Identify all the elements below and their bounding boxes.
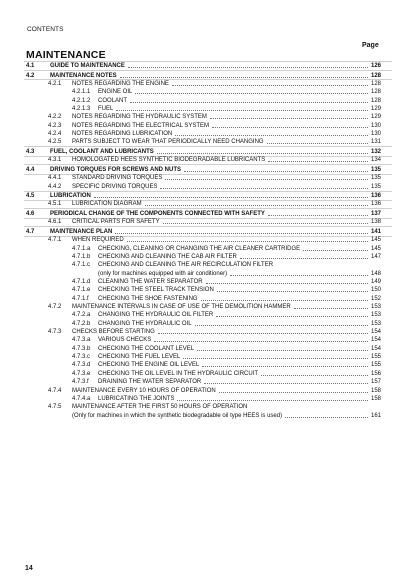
toc-leader-dots: [163, 223, 368, 224]
toc-entry-page: 147: [370, 253, 381, 260]
toc-leader-dots: [210, 118, 368, 119]
toc-entry-title: CHECKING AND CLEANING THE AIR RECIRCULATION FILTER: [98, 262, 274, 269]
toc-entry[interactable]: [24, 328, 392, 336]
toc-entry[interactable]: [24, 105, 392, 113]
toc-entry-title: LUBRICATING THE JOINTS: [98, 395, 175, 402]
toc-entry-title: GUIDE TO MAINTENANCE: [50, 63, 125, 69]
toc-entry[interactable]: [24, 236, 392, 244]
toc-entry[interactable]: [24, 200, 392, 208]
toc-leader-dots: [135, 93, 368, 94]
toc-entry[interactable]: [24, 320, 392, 328]
toc-leader-dots: [127, 241, 368, 242]
toc-entry-number: 4.5: [26, 193, 35, 200]
toc-entry[interactable]: [24, 122, 392, 130]
toc-entry-page: 128: [370, 97, 381, 104]
toc-leader-dots: [201, 300, 368, 301]
toc-leader-dots: [157, 153, 368, 154]
toc-entry[interactable]: [24, 278, 392, 286]
toc-entry-number: 4.2.1: [48, 80, 62, 87]
toc-entry-number: 4.7.5: [48, 404, 62, 411]
toc-entry-title: STANDARD DRIVING TORQUES: [72, 175, 163, 182]
toc-leader-dots: [285, 417, 368, 418]
footer-page-number: 14: [25, 565, 33, 572]
toc-entry-page: 130: [370, 122, 381, 129]
toc-entry-page: 132: [370, 148, 381, 155]
toc-entry-page: 134: [370, 157, 381, 164]
toc-entry-title: LUBRICATION: [50, 193, 91, 200]
toc-leader-dots: [154, 341, 368, 342]
toc-entry-title: SPECIFIC DRIVING TORQUES: [72, 183, 158, 190]
toc-entry[interactable]: [24, 336, 392, 344]
toc-entry[interactable]: [24, 311, 392, 319]
toc-entry-title: MAINTENANCE INTERVALS IN CASE OF USE OF THE DEMOLITION HAMMER: [72, 304, 291, 310]
toc-entry-title: ENGINE OIL: [98, 89, 133, 96]
toc-leader-dots: [116, 110, 368, 111]
toc-entry-page: 155: [370, 362, 381, 369]
toc-entry-page: 150: [370, 287, 381, 294]
toc-entry[interactable]: [24, 353, 392, 361]
toc-entry-number: 4.7.1.c: [72, 262, 91, 269]
toc-entry-number: 4.6: [26, 210, 35, 217]
toc-entry[interactable]: [24, 113, 392, 121]
toc-entry-page: 158: [370, 395, 381, 402]
toc-entry-number: 4.7.3.b: [72, 345, 91, 352]
toc-entry[interactable]: [24, 403, 392, 420]
toc-entry-number: 4.7: [26, 228, 35, 235]
toc-entry-number: 4.7.1: [48, 237, 62, 244]
toc-entry-number: 4.3.1: [48, 157, 62, 164]
toc-leader-dots: [216, 316, 368, 317]
toc-entry-page: 152: [370, 295, 381, 302]
toc-entry-title: MAINTENANCE EVERY 10 HOURS OF OPERATION: [72, 387, 216, 394]
toc-leader-dots: [268, 215, 368, 216]
toc-entry[interactable]: [24, 245, 392, 253]
toc-entry[interactable]: [24, 166, 392, 174]
toc-leader-dots: [195, 325, 368, 326]
toc-entry-page: 129: [370, 114, 381, 121]
contents-label: CONTENTS: [27, 26, 64, 33]
toc-entry-title: HOMOLOGATED HEES SYNTHETIC BIODEGRADABLE LUBRICANTS: [72, 157, 266, 164]
toc-entry[interactable]: [24, 88, 392, 96]
toc-entry[interactable]: [24, 218, 392, 226]
toc-entry-note: (only for machines equipped with air conditioner): [98, 270, 228, 277]
toc-entry-title: VARIOUS CHECKS: [98, 337, 152, 344]
toc-leader-dots: [130, 102, 368, 103]
toc-entry-page: 135: [370, 175, 381, 182]
toc-entry[interactable]: [24, 261, 392, 278]
toc-entry-page: 157: [370, 379, 381, 386]
toc-entry-title: CRITICAL PARTS FOR SAFETY: [72, 219, 160, 226]
toc-entry-page: 137: [370, 210, 381, 217]
toc-entry-number: 4.4: [26, 166, 35, 173]
section-title: MAINTENANCE: [26, 49, 106, 61]
toc-entry-number: 4.7.1.a: [72, 245, 91, 252]
toc-entry[interactable]: [24, 387, 392, 395]
toc-entry-title: CHANGING THE HYDRAULIC OIL: [98, 320, 192, 327]
toc-entry-page: 128: [370, 89, 381, 96]
toc-entry-title: CHECKING THE STEEL TRACK TENSION: [98, 287, 214, 294]
toc-leader-dots: [172, 85, 368, 86]
toc-entry-title: MAINTENANCE NOTES: [50, 72, 117, 79]
toc-entry-number: 4.2: [26, 72, 35, 79]
toc-entry-title: CLEANING THE WATER SEPARATOR: [98, 278, 203, 285]
toc-entry-page: 154: [370, 337, 381, 344]
page-column-label: Page: [362, 42, 379, 49]
toc-entry-title: NOTES REGARDING THE ELECTRICAL SYSTEM: [72, 122, 210, 129]
toc-entry-page: 130: [370, 131, 381, 137]
toc-leader-dots: [219, 392, 368, 393]
toc-leader-dots: [294, 308, 368, 309]
toc-entry-page: 126: [370, 63, 381, 69]
toc-entry[interactable]: [24, 345, 392, 353]
toc-entry-number: 4.2.3: [48, 122, 62, 129]
toc-entry-title: CHECKS BEFORE STARTING: [72, 329, 155, 336]
toc-entry-number: 4.7.3.a: [72, 337, 91, 344]
toc-entry-page: 141: [370, 228, 381, 235]
toc-entry-title: WHEN REQUIRED: [72, 237, 124, 244]
toc-entry[interactable]: [24, 395, 392, 403]
toc-entry[interactable]: [24, 80, 392, 88]
toc-entry-page: 154: [370, 329, 381, 336]
toc-entry-title: FUEL: [98, 105, 114, 112]
toc-entry-number: 4.7.3.c: [72, 354, 91, 361]
toc-entry-title: NOTES REGARDING THE HYDRAULIC SYSTEM: [72, 114, 207, 121]
toc-entry[interactable]: [24, 62, 392, 70]
toc-entry[interactable]: [24, 97, 392, 105]
toc-entry-number: 4.7.4.a: [72, 395, 91, 402]
toc-leader-dots: [184, 171, 368, 172]
toc-leader-dots: [230, 275, 368, 276]
toc-entry-number: 4.3: [26, 148, 35, 155]
toc-entry-page: 156: [370, 370, 381, 377]
toc-entry-number: 4.7.1.d: [72, 278, 91, 285]
toc-entry-page: 153: [370, 312, 381, 319]
toc-leader-dots: [261, 375, 368, 376]
toc-entry-page: 155: [370, 354, 381, 361]
toc-entry-number: 4.2.5: [48, 139, 62, 146]
toc-leader-dots: [145, 205, 368, 206]
toc-entry[interactable]: [24, 228, 392, 236]
toc-entry-page: 128: [370, 72, 381, 79]
toc-entry-number: 4.7.2: [48, 304, 62, 310]
toc-entry-title: CHECKING THE COOLANT LEVEL: [98, 345, 195, 352]
toc-entry[interactable]: [24, 156, 392, 164]
toc-entry-title: MAINTENANCE AFTER THE FIRST 50 HOURS OF OPERATION: [72, 404, 248, 411]
toc-leader-dots: [165, 179, 368, 180]
toc-entry-note: (Only for machines in which the synthetic biodegradable oil type HEES is used): [72, 412, 283, 419]
toc-entry-number: 4.2.1.3: [72, 105, 91, 112]
toc-entry-page: 135: [370, 183, 381, 190]
toc-leader-dots: [175, 135, 368, 136]
toc-entry-page: 128: [370, 80, 381, 87]
toc-entry[interactable]: [24, 138, 392, 146]
toc-entry-number: 4.5.1: [48, 201, 62, 208]
toc-entry-title: NOTES REGARDING LUBRICATION: [72, 131, 173, 137]
toc-entry[interactable]: [24, 148, 392, 156]
toc-leader-dots: [206, 283, 368, 284]
toc-entry[interactable]: [24, 183, 392, 191]
toc-entry-title: FUEL, COOLANT AND LUBRICANTS: [50, 148, 154, 155]
toc-entry-number: 4.2.2: [48, 114, 62, 121]
toc-entry-number: 4.4.2: [48, 183, 62, 190]
toc-leader-dots: [202, 366, 368, 367]
toc-entry-number: 4.2.1.2: [72, 97, 91, 104]
toc-entry-title: CHECKING THE FUEL LEVEL: [98, 354, 181, 361]
toc-entry[interactable]: [24, 130, 392, 138]
toc-entry[interactable]: [24, 303, 392, 311]
toc-leader-dots: [212, 127, 368, 128]
toc-entry-page: 148: [370, 270, 381, 277]
toc-entry[interactable]: [24, 72, 392, 80]
toc-entry-title: CHECKING THE SHOE FASTENING: [98, 295, 198, 302]
toc-entry[interactable]: [24, 174, 392, 182]
toc-entry[interactable]: [24, 378, 392, 386]
toc-entry-number: 4.7.1.b: [72, 253, 91, 260]
toc-entry-number: 4.7.3.f: [72, 379, 89, 386]
toc-entry-page: 153: [370, 304, 381, 310]
toc-leader-dots: [204, 383, 368, 384]
toc-leader-dots: [303, 250, 368, 251]
toc-entry-number: 4.7.2.a: [72, 312, 91, 319]
toc-entry-number: 4.7.3.d: [72, 362, 91, 369]
toc-entry-number: 4.7.1.e: [72, 287, 91, 294]
toc-leader-dots: [115, 233, 368, 234]
toc-entry-page: 161: [370, 412, 381, 419]
toc-entry-title: PERIODICAL CHANGE OF THE COMPONENTS CONNECTED WITH SAFETY: [50, 210, 265, 217]
toc-entry[interactable]: [24, 253, 392, 261]
toc-entry-title: MAINTENANCE PLAN: [50, 228, 113, 235]
toc-leader-dots: [177, 400, 368, 401]
toc-entry-number: 4.4.1: [48, 175, 62, 182]
toc-entry[interactable]: [24, 370, 392, 378]
toc-entry-title: CHECKING THE OIL LEVEL IN THE HYDRAULIC CIRCUIT: [98, 370, 259, 377]
toc-entry-number: 4.7.4: [48, 387, 62, 394]
toc-entry-title: CHANGING THE HYDRAULIC OIL FILTER: [98, 312, 214, 319]
toc-entry-number: 4.7.1.f: [72, 295, 89, 302]
toc-leader-dots: [160, 188, 368, 189]
toc-entry-number: 4.2.4: [48, 131, 62, 137]
toc-entry-number: 4.7.2.b: [72, 320, 91, 327]
toc-leader-dots: [128, 67, 368, 68]
toc-entry-title: DRAINING THE WATER SEPARATOR: [98, 379, 202, 386]
toc-entry-number: 4.7.3.e: [72, 370, 91, 377]
toc-leader-dots: [217, 291, 368, 292]
toc-entry-number: 4.6.1: [48, 219, 62, 226]
toc-entry-title: PARTS SUBJECT TO WEAR THAT PERIODICALLY NEED CHANGING: [72, 139, 264, 146]
toc-entry-page: 154: [370, 345, 381, 352]
toc-entry-page: 145: [370, 245, 381, 252]
toc-entry[interactable]: [24, 286, 392, 294]
toc-leader-dots: [240, 258, 368, 259]
toc-entry-number: 4.7.3: [48, 329, 62, 336]
toc-leader-dots: [267, 143, 368, 144]
toc-entry-title: LUBRICATION DIAGRAM: [72, 201, 142, 208]
toc-entry-title: DRIVING TORQUES FOR SCREWS AND NUTS: [50, 166, 182, 173]
toc-entry-page: 138: [370, 219, 381, 226]
toc-leader-dots: [120, 77, 368, 78]
toc-entry[interactable]: [24, 361, 392, 369]
toc-entry-title: CHECKING THE ENGINE OIL LEVEL: [98, 362, 200, 369]
toc-entry-page: 158: [370, 387, 381, 394]
toc-entry-page: 129: [370, 105, 381, 112]
toc-entry-page: 135: [370, 166, 381, 173]
toc-leader-dots: [158, 333, 368, 334]
toc-entry-page: 131: [370, 139, 381, 146]
toc-entry-page: 153: [370, 320, 381, 327]
toc-entry-number: 4.1: [26, 63, 35, 69]
toc-entry-title: CHECKING, CLEANING OR CHANGING THE AIR CLEANER CARTRIDGE: [98, 245, 301, 252]
toc-entry-page: 136: [370, 201, 381, 208]
toc-entry-page: 145: [370, 237, 381, 244]
toc-entry[interactable]: [24, 210, 392, 218]
toc-entry[interactable]: [24, 295, 392, 303]
toc-entry[interactable]: [24, 192, 392, 200]
toc-leader-dots: [197, 350, 368, 351]
toc-entry-title: COOLANT: [98, 97, 128, 104]
toc-entry-page: 149: [370, 278, 381, 285]
toc-entry-title: NOTES REGARDING THE ENGINE: [72, 80, 169, 87]
toc-leader-dots: [94, 197, 368, 198]
toc-leader-dots: [268, 161, 368, 162]
toc-entry-number: 4.2.1.1: [72, 89, 91, 96]
toc-entry-title: CHECKING AND CLEANING THE CAB AIR FILTER: [98, 253, 237, 260]
toc-entry-page: 136: [370, 193, 381, 200]
toc-leader-dots: [183, 358, 368, 359]
